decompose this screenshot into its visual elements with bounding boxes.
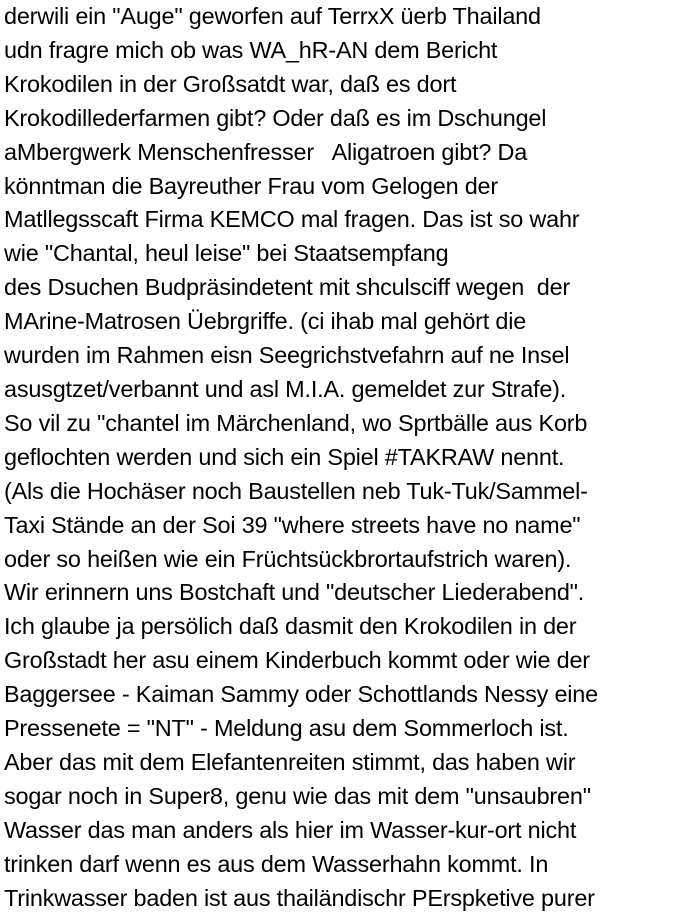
text-line: Ich glaube ja persölich daß dasmit den Krokodilen in der [4, 613, 577, 640]
text-line: Pressenete = "NT" - Meldung asu dem Sommerloch ist. [4, 715, 569, 742]
text-line: (Als die Hochäser noch Baustellen neb Tuk-Tuk/Sammel- [4, 477, 588, 504]
text-line: Wir erinnern uns Bostchaft und "deutscher Liederabend". [4, 579, 585, 606]
text-line: Krokodilen in der Großsatdt war, daß es dort [4, 70, 457, 97]
text-line: udn fragre mich ob was WA_hR-AN dem Bericht [4, 36, 498, 63]
text-line: oder so heißen wie ein Früchtsückbrortaufstrich waren). [4, 545, 572, 572]
text-line: MArine-Matrosen Üebrgriffe. (ci ihab mal gehört die [4, 308, 527, 335]
text-line: Aber das mit dem Elefantenreiten stimmt, das haben wir [4, 748, 576, 775]
body-text [4, 0, 684, 915]
text-line: wurden im Rahmen eisn Seegrichstvefahrn auf ne Insel [4, 342, 570, 369]
text-line: könntman die Bayreuther Frau vom Gelogen der [4, 172, 498, 199]
text-line: Wasser das man anders als hier im Wasser-kur-ort nicht [4, 816, 577, 843]
text-line: Baggersee - Kaiman Sammy oder Schottlands Nessy eine [4, 681, 598, 708]
text-line: trinken darf wenn es aus dem Wasserhahn kommt. In [4, 850, 549, 877]
text-line: wie "Chantal, heul leise" bei Staatsempfang [4, 240, 449, 267]
text-line: So vil zu "chantel im Märchenland, wo Sprtbälle aus Korb [4, 409, 588, 436]
text-line: Großstadt her asu einem Kinderbuch kommt oder wie der [4, 647, 590, 674]
text-line: Krokodillederfarmen gibt? Oder daß es im Dschungel [4, 104, 547, 131]
text-line: derwili ein "Auge" geworfen auf TerrxX üerb Thailand [4, 3, 541, 29]
text-line: Matllegsscaft Firma KEMCO mal fragen. Das ist so wahr [4, 206, 580, 233]
text-line: des Dsuchen Budpräsindetent mit shculsciff wegen der [4, 274, 571, 301]
text-line: Taxi Stände an der Soi 39 "where streets have no name" [4, 511, 581, 538]
text-line: sogar noch in Super8, genu wie das mit dem "unsaubren" [4, 782, 591, 809]
text-line: asusgtzet/verbannt und asl M.I.A. gemeldet zur Strafe). [4, 375, 567, 402]
text-line: Trinkwasser baden ist aus thailändischr PErspketive purer [4, 884, 595, 911]
text-line: aMbergwerk Menschenfresser Aligatroen gibt? Da [4, 138, 528, 165]
text-line: geflochten werden und sich ein Spiel #TAKRAW nennt. [4, 443, 565, 470]
